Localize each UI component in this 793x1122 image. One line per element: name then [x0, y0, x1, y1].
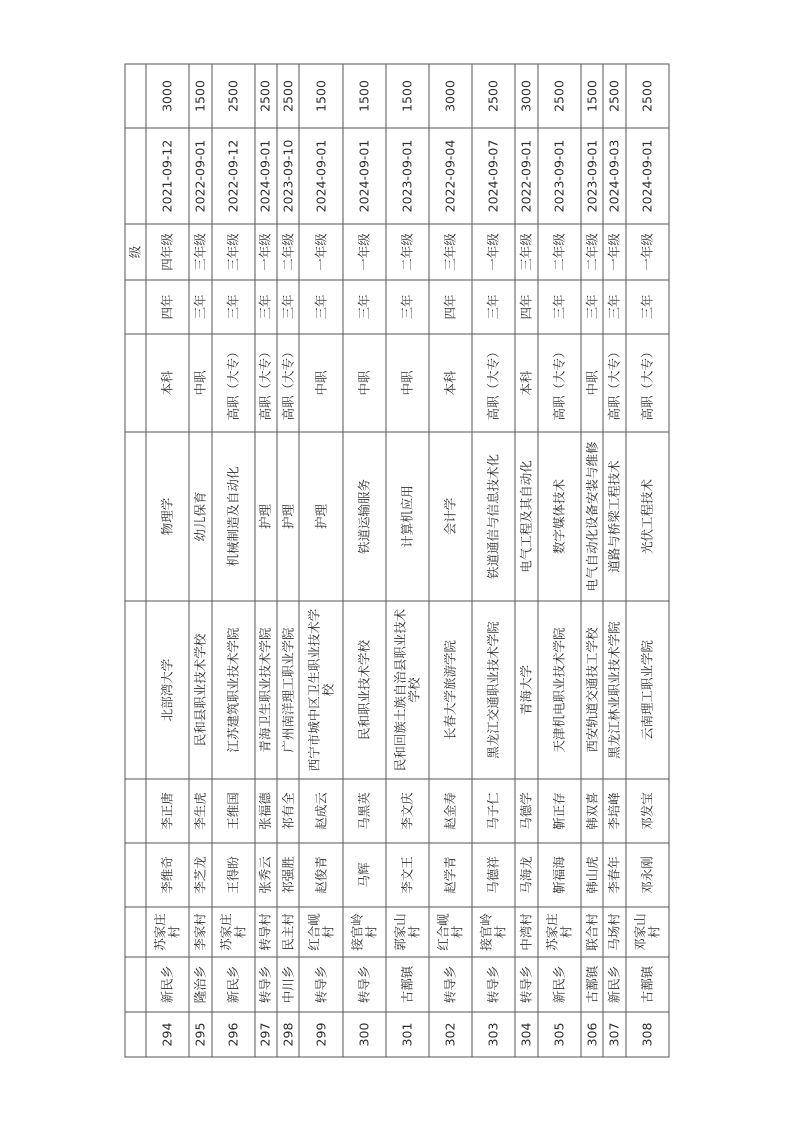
cell-num: 295: [189, 1012, 211, 1057]
cell-major: 计算机应用: [386, 432, 429, 601]
cell-duration: 三年: [603, 280, 625, 334]
cell-student: 李生虎: [189, 779, 211, 843]
cell-num: 297: [255, 1012, 277, 1057]
cell-level: 中职: [299, 334, 342, 432]
cell-enroll-date: 2023-09-01: [386, 128, 429, 224]
cell-student: 邓发宝: [626, 779, 669, 843]
cell-school: [125, 601, 146, 779]
cell-school: 黑龙江交通职业技术学院: [472, 601, 515, 779]
cell-school: 西安轨道交通技工学校: [581, 601, 603, 779]
cell-school: 青海卫生职业技术学院: [255, 601, 277, 779]
table-row: [515, 64, 537, 1057]
cell-parent: 祁强胜: [277, 843, 299, 907]
cell-amount: 3000: [429, 64, 472, 128]
cell-grade: 二年级: [277, 224, 299, 280]
cell-parent: 马德祥: [472, 843, 515, 907]
cell-village: 中湾村: [515, 907, 537, 957]
cell-parent: 李芝龙: [189, 843, 211, 907]
cell-duration: 三年: [255, 280, 277, 334]
cell-major: 护理: [277, 432, 299, 601]
cell-village: 联合村: [581, 907, 603, 957]
cell-major: 护理: [255, 432, 277, 601]
cell-parent: 王得盼: [212, 843, 255, 907]
cell-township: 转导乡: [255, 957, 277, 1012]
cell-village: 邓家山村: [626, 907, 669, 957]
cell-enroll-date: 2023-09-01: [581, 128, 603, 224]
cell-duration: 三年: [538, 280, 581, 334]
cell-grade: 一年级: [472, 224, 515, 280]
cell-level: 高职（大专）: [603, 334, 625, 432]
cell-duration: 三年: [212, 280, 255, 334]
cell-village: 苏家庄村: [538, 907, 581, 957]
table-header-row: [125, 64, 146, 1057]
cell-enroll-date: 2021-09-12: [146, 128, 189, 224]
cell-duration: 四年: [429, 280, 472, 334]
cell-amount: 1500: [189, 64, 211, 128]
cell-township: 转导乡: [429, 957, 472, 1012]
cell-grade: 级: [125, 224, 146, 280]
table-row: [386, 64, 429, 1057]
cell-student: 赵成云: [299, 779, 342, 843]
cell-school: 北部湾大学: [146, 601, 189, 779]
cell-school: 天津机电职业技术学院: [538, 601, 581, 779]
cell-level: 中职: [581, 334, 603, 432]
cell-student: 王维国: [212, 779, 255, 843]
cell-duration: 三年: [189, 280, 211, 334]
table-row: [255, 64, 277, 1057]
cell-major: [125, 432, 146, 601]
cell-num: 298: [277, 1012, 299, 1057]
table-row: [581, 64, 603, 1057]
cell-student: 李正唐: [146, 779, 189, 843]
cell-level: 中职: [343, 334, 386, 432]
cell-num: 302: [429, 1012, 472, 1057]
cell-grade: 一年级: [603, 224, 625, 280]
cell-duration: 三年: [343, 280, 386, 334]
cell-village: 郭家山村: [386, 907, 429, 957]
cell-level: 本科: [515, 334, 537, 432]
cell-village: [125, 907, 146, 957]
cell-amount: 1500: [343, 64, 386, 128]
cell-num: 301: [386, 1012, 429, 1057]
cell-enroll-date: 2022-09-12: [212, 128, 255, 224]
cell-level: 本科: [429, 334, 472, 432]
cell-major: 电气自动化设备安装与维修: [581, 432, 603, 601]
cell-duration: 四年: [146, 280, 189, 334]
cell-school: 长春大学旅游学院: [429, 601, 472, 779]
cell-enroll-date: 2024-09-07: [472, 128, 515, 224]
cell-village: 民主村: [277, 907, 299, 957]
cell-township: 新民乡: [212, 957, 255, 1012]
cell-amount: 2500: [472, 64, 515, 128]
cell-enroll-date: 2023-09-10: [277, 128, 299, 224]
cell-enroll-date: 2024-09-03: [603, 128, 625, 224]
cell-num: 296: [212, 1012, 255, 1057]
cell-student: 赵金寿: [429, 779, 472, 843]
cell-num: 303: [472, 1012, 515, 1057]
cell-grade: 一年级: [255, 224, 277, 280]
cell-enroll-date: 2024-09-01: [255, 128, 277, 224]
cell-major: 铁道通信与信息技术化: [472, 432, 515, 601]
cell-township: 新民乡: [538, 957, 581, 1012]
table-row: [212, 64, 255, 1057]
cell-duration: 三年: [581, 280, 603, 334]
cell-enroll-date: 2024-09-01: [343, 128, 386, 224]
cell-grade: 二年级: [538, 224, 581, 280]
cell-student: 李文庆: [386, 779, 429, 843]
cell-township: 隆治乡: [189, 957, 211, 1012]
cell-township: 转导乡: [472, 957, 515, 1012]
cell-amount: 2500: [603, 64, 625, 128]
cell-parent: 靳福海: [538, 843, 581, 907]
cell-grade: 三年级: [515, 224, 537, 280]
table-row: [189, 64, 211, 1057]
cell-level: 高职（大专）: [626, 334, 669, 432]
table-body: [125, 64, 669, 1057]
table-row: [429, 64, 472, 1057]
cell-amount: 2500: [277, 64, 299, 128]
cell-num: [125, 1012, 146, 1057]
cell-student: [125, 779, 146, 843]
cell-num: 305: [538, 1012, 581, 1057]
cell-parent: 李春年: [603, 843, 625, 907]
cell-parent: 韩山虎: [581, 843, 603, 907]
student-aid-table: [125, 64, 670, 1058]
cell-level: 高职（大专）: [277, 334, 299, 432]
cell-student: 马德学: [515, 779, 537, 843]
cell-grade: 三年级: [189, 224, 211, 280]
cell-enroll-date: 2022-09-01: [515, 128, 537, 224]
cell-parent: 张秀云: [255, 843, 277, 907]
cell-township: 转导乡: [515, 957, 537, 1012]
cell-amount: 2500: [538, 64, 581, 128]
cell-num: 300: [343, 1012, 386, 1057]
cell-level: [125, 334, 146, 432]
cell-school: 广州南洋理工职业学院: [277, 601, 299, 779]
cell-student: 李培峰: [603, 779, 625, 843]
cell-grade: 一年级: [626, 224, 669, 280]
cell-parent: 赵俊青: [299, 843, 342, 907]
cell-duration: 四年: [515, 280, 537, 334]
cell-enroll-date: 2024-09-01: [626, 128, 669, 224]
cell-township: 古鄯镇: [581, 957, 603, 1012]
cell-major: 会计学: [429, 432, 472, 601]
cell-major: 光伏工程技术: [626, 432, 669, 601]
table-row: [538, 64, 581, 1057]
cell-village: 苏家庄村: [146, 907, 189, 957]
cell-grade: 一年级: [343, 224, 386, 280]
cell-township: [125, 957, 146, 1012]
cell-num: 299: [299, 1012, 342, 1057]
cell-school: 民和县职业技术学校: [189, 601, 211, 779]
cell-num: 306: [581, 1012, 603, 1057]
cell-school: 民和回族土族自治县职业技术学校: [386, 601, 429, 779]
cell-amount: 2500: [255, 64, 277, 128]
cell-amount: 2500: [212, 64, 255, 128]
cell-village: 李家村: [189, 907, 211, 957]
cell-township: 新民乡: [146, 957, 189, 1012]
cell-village: 接官岭村: [472, 907, 515, 957]
cell-parent: 赵学青: [429, 843, 472, 907]
cell-num: 304: [515, 1012, 537, 1057]
cell-village: 接官岭村: [343, 907, 386, 957]
cell-enroll-date: 2023-09-01: [538, 128, 581, 224]
cell-duration: 三年: [299, 280, 342, 334]
cell-student: 张福德: [255, 779, 277, 843]
cell-num: 307: [603, 1012, 625, 1057]
cell-student: 韩双喜: [581, 779, 603, 843]
cell-major: 机械制造及自动化: [212, 432, 255, 601]
cell-village: 苏家庄村: [212, 907, 255, 957]
cell-student: 祁有全: [277, 779, 299, 843]
cell-township: 古鄯镇: [386, 957, 429, 1012]
cell-parent: [125, 843, 146, 907]
rotated-table-container: [125, 65, 670, 1058]
cell-school: 民和职业技术学校: [343, 601, 386, 779]
cell-duration: 三年: [626, 280, 669, 334]
cell-amount: 3000: [515, 64, 537, 128]
cell-grade: 三年级: [429, 224, 472, 280]
cell-township: 新民乡: [603, 957, 625, 1012]
cell-grade: 三年级: [212, 224, 255, 280]
cell-level: 中职: [189, 334, 211, 432]
cell-grade: 四年级: [146, 224, 189, 280]
cell-num: 294: [146, 1012, 189, 1057]
cell-enroll-date: 2022-09-01: [189, 128, 211, 224]
cell-township: 中川乡: [277, 957, 299, 1012]
cell-num: 308: [626, 1012, 669, 1057]
cell-major: 道路与桥梁工程技术: [603, 432, 625, 601]
cell-school: 江苏建筑职业技术学院: [212, 601, 255, 779]
cell-major: 数字媒体技术: [538, 432, 581, 601]
table-row: [299, 64, 342, 1057]
table-row: [603, 64, 625, 1057]
cell-duration: 三年: [386, 280, 429, 334]
cell-level: 高职（大专）: [212, 334, 255, 432]
cell-major: 护理: [299, 432, 342, 601]
cell-enroll-date: [125, 128, 146, 224]
cell-village: 马场村: [603, 907, 625, 957]
cell-level: 本科: [146, 334, 189, 432]
cell-grade: 一年级: [299, 224, 342, 280]
cell-parent: 邓永刚: [626, 843, 669, 907]
cell-parent: 李文王: [386, 843, 429, 907]
cell-major: 铁道运输服务: [343, 432, 386, 601]
cell-level: 中职: [386, 334, 429, 432]
cell-township: 古鄯镇: [626, 957, 669, 1012]
cell-amount: 1500: [581, 64, 603, 128]
table-row: [472, 64, 515, 1057]
cell-level: 高职（大专）: [472, 334, 515, 432]
cell-student: 马子仁: [472, 779, 515, 843]
cell-level: 高职（大专）: [538, 334, 581, 432]
cell-village: 红合岘村: [429, 907, 472, 957]
cell-student: 靳正存: [538, 779, 581, 843]
cell-major: 电气工程及其自动化: [515, 432, 537, 601]
cell-parent: 马海龙: [515, 843, 537, 907]
cell-grade: 二年级: [386, 224, 429, 280]
cell-duration: 三年: [472, 280, 515, 334]
cell-parent: 李维奇: [146, 843, 189, 907]
table-row: [277, 64, 299, 1057]
cell-enroll-date: 2024-09-01: [299, 128, 342, 224]
cell-school: 黑龙江林业职业技术学院: [603, 601, 625, 779]
cell-duration: 三年: [277, 280, 299, 334]
cell-amount: 1500: [386, 64, 429, 128]
cell-school: 西宁市城中区卫生职业技术学校: [299, 601, 342, 779]
table-row: [626, 64, 669, 1057]
cell-level: 高职（大专）: [255, 334, 277, 432]
cell-enroll-date: 2022-09-04: [429, 128, 472, 224]
cell-township: 转导乡: [299, 957, 342, 1012]
cell-duration: [125, 280, 146, 334]
cell-amount: 1500: [299, 64, 342, 128]
cell-major: 幼儿保育: [189, 432, 211, 601]
cell-village: 红合岘村: [299, 907, 342, 957]
cell-school: 云南理工职业学院: [626, 601, 669, 779]
cell-village: 转导村: [255, 907, 277, 957]
cell-amount: [125, 64, 146, 128]
cell-grade: 二年级: [581, 224, 603, 280]
cell-parent: 马辉: [343, 843, 386, 907]
cell-student: 马黑英: [343, 779, 386, 843]
table-row: [146, 64, 189, 1057]
cell-major: 物理学: [146, 432, 189, 601]
table-row: [343, 64, 386, 1057]
cell-township: 转导乡: [343, 957, 386, 1012]
cell-amount: 3000: [146, 64, 189, 128]
cell-amount: 2500: [626, 64, 669, 128]
cell-school: 青海大学: [515, 601, 537, 779]
